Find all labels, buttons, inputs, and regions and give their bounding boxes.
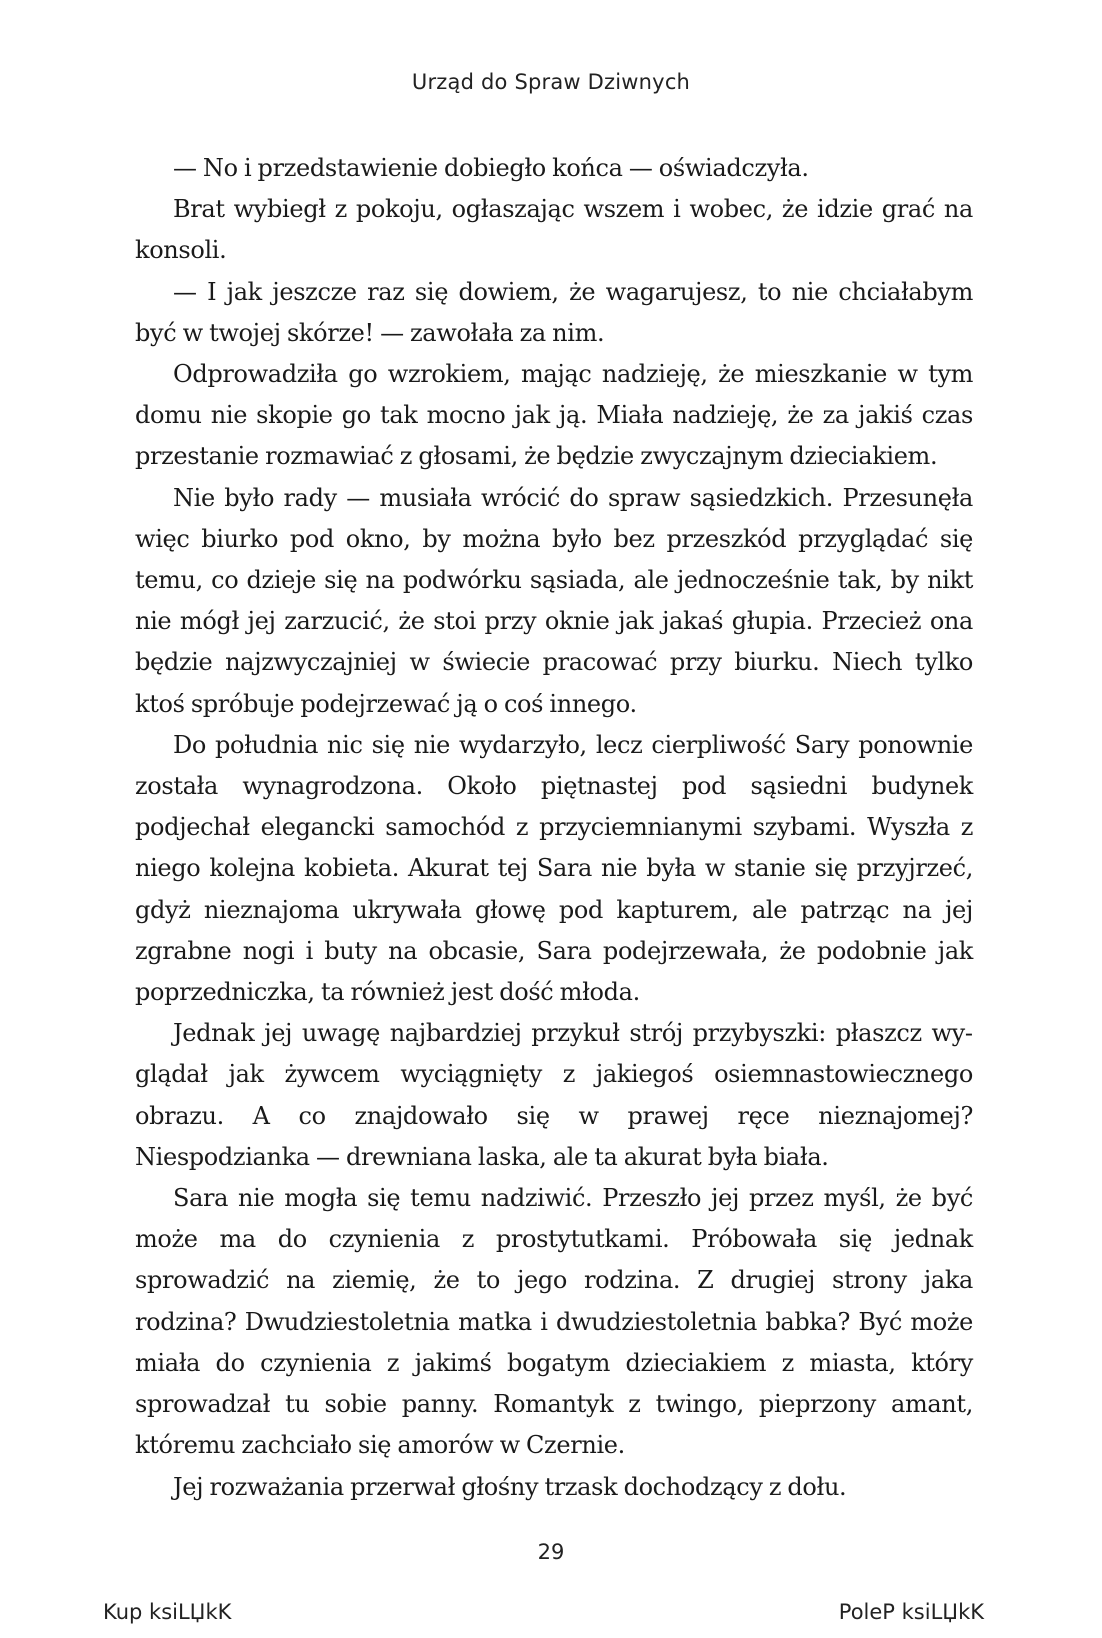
paragraph: — I jak jeszcze raz się dowiem, że wagarujesz, to nie chciałabym być w twojej skórze! — zawołała za nim. (135, 277, 973, 347)
paragraph: Odprowadziła go wzrokiem, mając nadzieję, że mieszkanie w tym domu nie skopie go tak mocno jak ją. Miała nadzieję, że za jakiś czas przestanie rozmawiać z głosami, że będzie zwyczajnym dzieciakiem. (135, 360, 973, 471)
body-text (135, 148, 973, 1508)
paragraph: Sara nie mogła się temu nadziwić. Przeszło jej przez myśl, że być może ma do czynienia z prostytutkami. Próbowała się jednak sprowadzić na ziemię, że to jego rodzina. Z drugiej strony jaka rodzina? Dwudziestoletnia matka i dwudziestoletnia babka? Być może miała do czynienia z jakimś bogatym dzieciakiem z miasta, który sprowadzał tu sobie panny. Romantyk z twingo, pieprzony amant, któremu zachciało się amorów w Czernie. (135, 1184, 973, 1460)
recommend-book-link[interactable]: PoleP ksiLЏkK (838, 1600, 984, 1624)
buy-book-link[interactable]: Kup ksiLЏkK (103, 1600, 232, 1624)
paragraph: Nie było rady — musiała wrócić do spraw sąsiedzkich. Przesunęła więc biurko pod okno, by można było bez przeszkód przyglądać się temu, co dzieje się na podwórku sąsiada, ale jednocześnie tak, by nikt nie mógł jej zarzucić, że stoi przy oknie jak jakaś głupia. Przecież ona będzie najzwyczajniej w świecie pracować przy biurku. Niech tylko ktoś spróbuje podejrzewać ją o coś innego. (135, 483, 973, 718)
running-title: Urząd do Spraw Dziwnych (411, 70, 691, 94)
paragraph: Do południa nic się nie wydarzyło, lecz cierpliwość Sary ponownie została wynagrodzona. Około piętnastej pod sąsiedni budynek podjechał elegancki samochód z przyciemnianymi szybami. Wyszła z niego kolejna kobieta. Akurat tej Sara nie była w stanie się przyjrzeć, gdyż nieznajoma ukrywała głowę pod kapturem, ale patrząc na jej zgrabne nogi i buty na obcasie, Sara podejrzewała, że podobnie jak poprzedniczka, ta również jest dość młoda. (135, 730, 973, 1007)
paragraph: Brat wybiegł z pokoju, ogłaszając wszem i wobec, że idzie grać na konsoli. (135, 195, 973, 265)
paragraph: Jej rozważania przerwał głośny trzask dochodzący z dołu. (173, 1472, 847, 1501)
paragraph: — No i przedstawienie dobiegło końca — oświadczyła. (173, 154, 809, 182)
paragraph: Jednak jej uwagę najbardziej przykuł strój przybyszki: płaszcz wyglądał jak żywcem wyciągnięty z jakiegoś osiemnastowiecznego obrazu. A co znajdowało się w prawej ręce nieznajomej? Niespodzianka — drewniana laska, ale ta akurat była biała. (135, 1019, 973, 1171)
page-number: 29 (537, 1540, 565, 1564)
